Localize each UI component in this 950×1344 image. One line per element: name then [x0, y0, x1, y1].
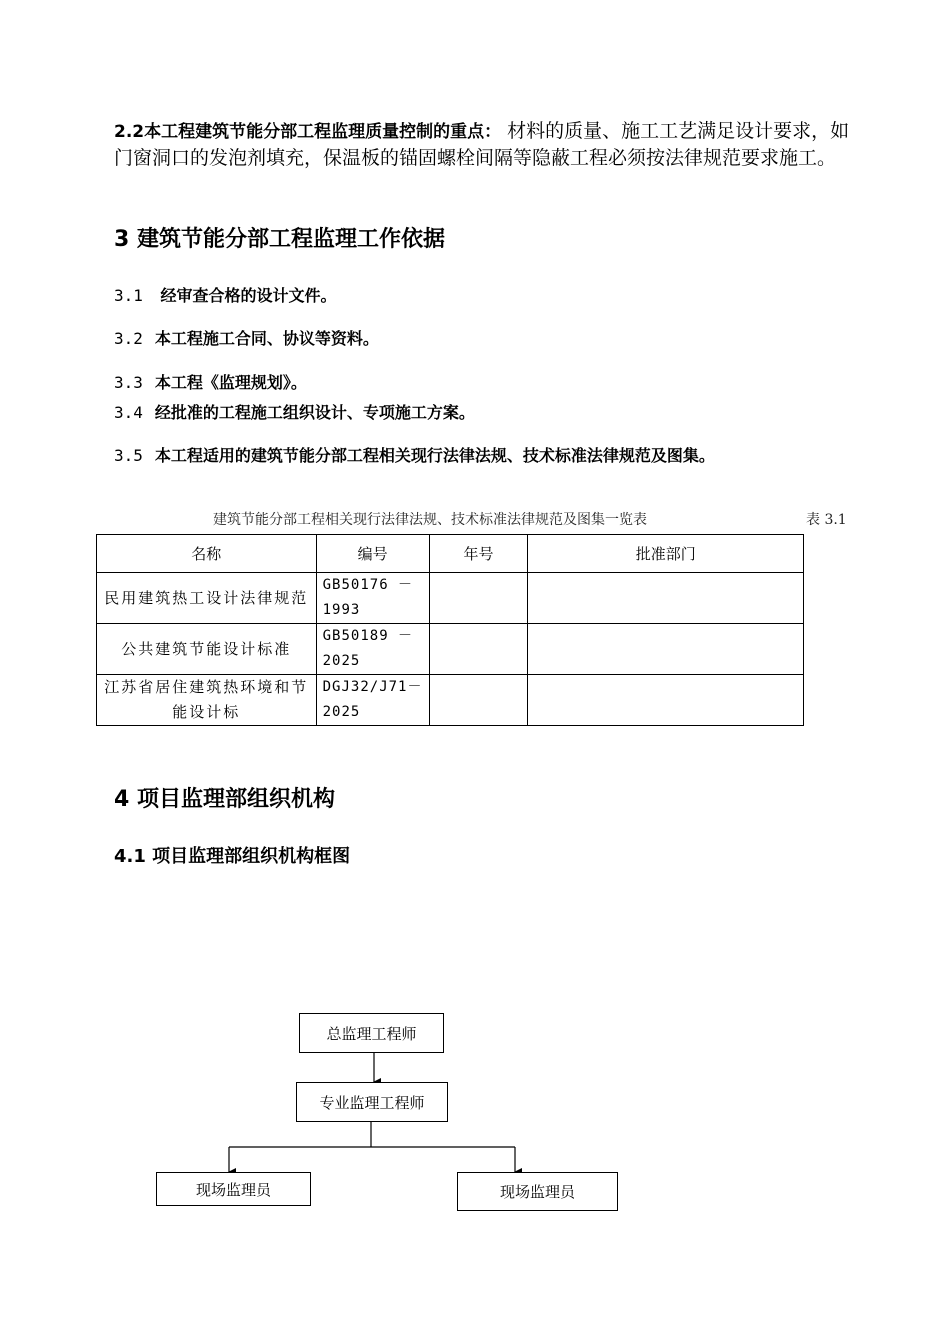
section-2-2-label: 2.2本工程建筑节能分部工程监理质量控制的重点：: [114, 122, 502, 142]
table-number: 表 3.1: [806, 512, 847, 528]
column-header-name: 名称: [97, 535, 317, 573]
section-2-2-body: 材料的质量、施工工艺满足设计要求，如门窗洞口的发泡剂填充，保温板的锚固螺栓间隔等隐蔽工程必须按法律规范要求施工。: [114, 120, 850, 169]
column-header-year: 年号: [429, 535, 528, 573]
item-number: 3.2: [114, 329, 143, 348]
item-text: 本工程适用的建筑节能分部工程相关现行法律法规、技术标准法律规范及图集。: [154, 446, 715, 465]
item-number: 3.3: [114, 373, 143, 392]
item-text: 经审查合格的设计文件。: [154, 286, 337, 305]
table-caption: 建筑节能分部工程相关现行法律法规、技术标准法律规范及图集一览表: [213, 512, 647, 528]
org-box-label: 现场监理员: [195, 1180, 271, 1199]
cell-name: 民用建筑热工设计法律规范: [97, 573, 317, 624]
column-header-dept: 批准部门: [528, 535, 804, 573]
column-header-code: 编号: [316, 535, 429, 573]
cell-code: DGJ32/J71－2025: [316, 675, 429, 726]
item-text: 本工程施工合同、协议等资料。: [154, 329, 379, 348]
org-box-specialist-engineer: [296, 1082, 448, 1122]
cell-code: GB50176 －1993: [316, 573, 429, 624]
cell-name: 江苏省居住建筑热环境和节能设计标: [97, 675, 317, 726]
item-text: 本工程《监理规划》。: [154, 373, 307, 392]
section-4-heading: 4 项目监理部组织机构: [114, 787, 335, 812]
item-number: 3.1: [114, 286, 143, 305]
org-box-label: 专业监理工程师: [319, 1093, 425, 1112]
item-number: 3.5: [114, 446, 143, 465]
org-box-site-supervisor-left: [156, 1172, 311, 1206]
cell-code: GB50189 －2025: [316, 624, 429, 675]
cell-name: 公共建筑节能设计标准: [97, 624, 317, 675]
org-box-label: 现场监理员: [499, 1183, 575, 1201]
org-box-label: 总监理工程师: [326, 1024, 417, 1043]
section-4-1-heading: 4.1 项目监理部组织机构框图: [114, 846, 351, 867]
section-3-heading: 3 建筑节能分部工程监理工作依据: [114, 227, 445, 252]
org-box-site-supervisor-right: [457, 1172, 618, 1211]
org-box-chief-engineer: [299, 1013, 444, 1053]
item-number: 3.4: [114, 403, 143, 422]
item-text: 经批准的工程施工组织设计、专项施工方案。: [154, 403, 475, 422]
